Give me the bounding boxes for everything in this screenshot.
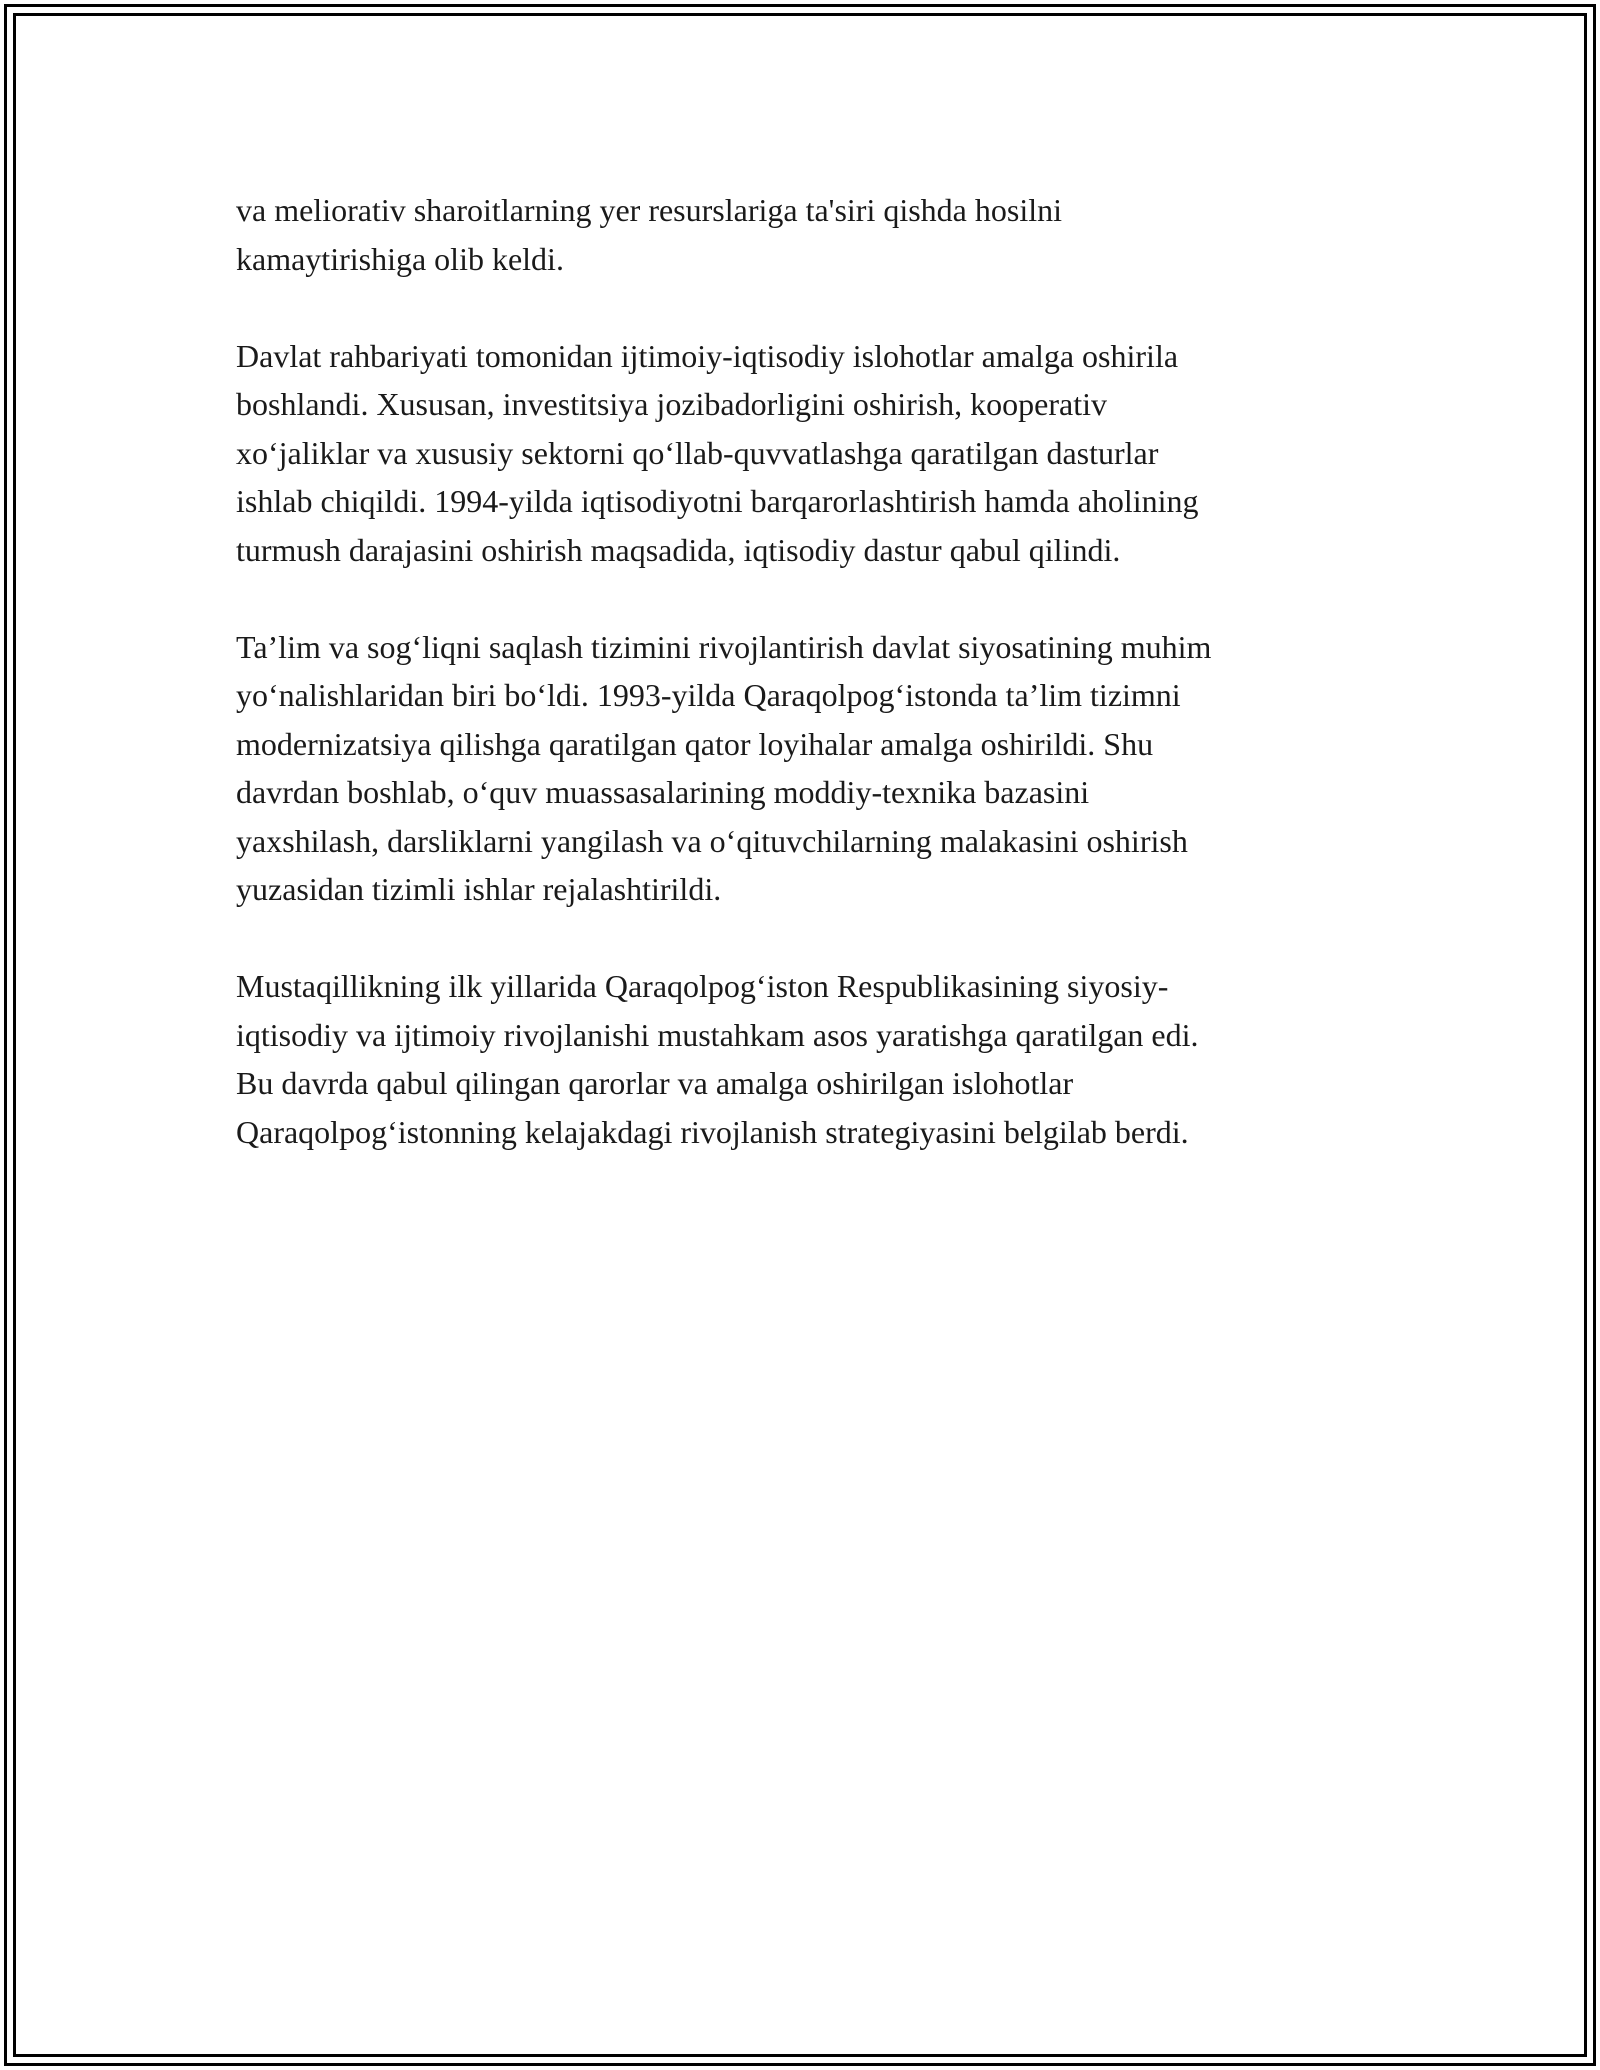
text-line: ishlab chiqildi. 1994-yilda iqtisodiyotni barqarorlashtirish hamda aholining xyxy=(236,483,1199,519)
text-line: boshlandi. Xususan, investitsiya jozibadorligini oshirish, kooperativ xyxy=(236,386,1108,422)
text-line: Ta’lim va sog‘liqni saqlash tizimini rivojlantirish davlat siyosatining muhim xyxy=(236,628,1212,665)
text-line: Qaraqolpog‘istonning kelajakdagi rivojlanish strategiyasini belgilab berdi. xyxy=(236,1113,1189,1150)
paragraph-3 xyxy=(236,623,1386,914)
text-line: davrdan boshlab, o‘quv muassasalarining moddiy-texnika bazasini xyxy=(236,774,1090,810)
text-line: kamaytirishiga olib keldi. xyxy=(236,240,564,277)
document-body xyxy=(236,186,1386,1205)
text-line: xo‘jaliklar va xususiy sektorni qo‘llab-quvvatlashga qaratilgan dasturlar xyxy=(236,434,1159,471)
text-line: yuzasidan tizimli ishlar rejalashtirildi. xyxy=(236,871,722,907)
paragraph-1 xyxy=(236,186,1386,283)
text-line: Bu davrda qabul qilingan qarorlar va amalga oshirilgan islohotlar xyxy=(236,1065,1074,1101)
text-line: turmush darajasini oshirish maqsadida, iqtisodiy dastur qabul qilindi. xyxy=(236,531,1121,568)
text-line: va meliorativ sharoitlarning yer resurslariga ta'siri qishda hosilni xyxy=(236,192,1062,228)
text-line: Davlat rahbariyati tomonidan ijtimoiy-iqtisodiy islohotlar amalga oshirila xyxy=(236,337,1179,374)
text-line: yaxshilash, darsliklarni yangilash va o‘qituvchilarning malakasini oshirish xyxy=(236,822,1188,859)
paragraph-4 xyxy=(236,962,1386,1156)
text-line: modernizatsiya qilishga qaratilgan qator loyihalar amalga oshirildi. Shu xyxy=(236,725,1154,762)
text-line: Mustaqillikning ilk yillarida Qaraqolpog‘iston Respublikasining siyosiy- xyxy=(236,968,1169,1004)
paragraph-2 xyxy=(236,332,1386,575)
text-line: yo‘nalishlaridan biri bo‘ldi. 1993-yilda Qaraqolpog‘istonda ta’lim tizimni xyxy=(236,677,1181,713)
text-line: iqtisodiy va ijtimoiy rivojlanishi mustahkam asos yaratishga qaratilgan edi. xyxy=(236,1016,1199,1053)
